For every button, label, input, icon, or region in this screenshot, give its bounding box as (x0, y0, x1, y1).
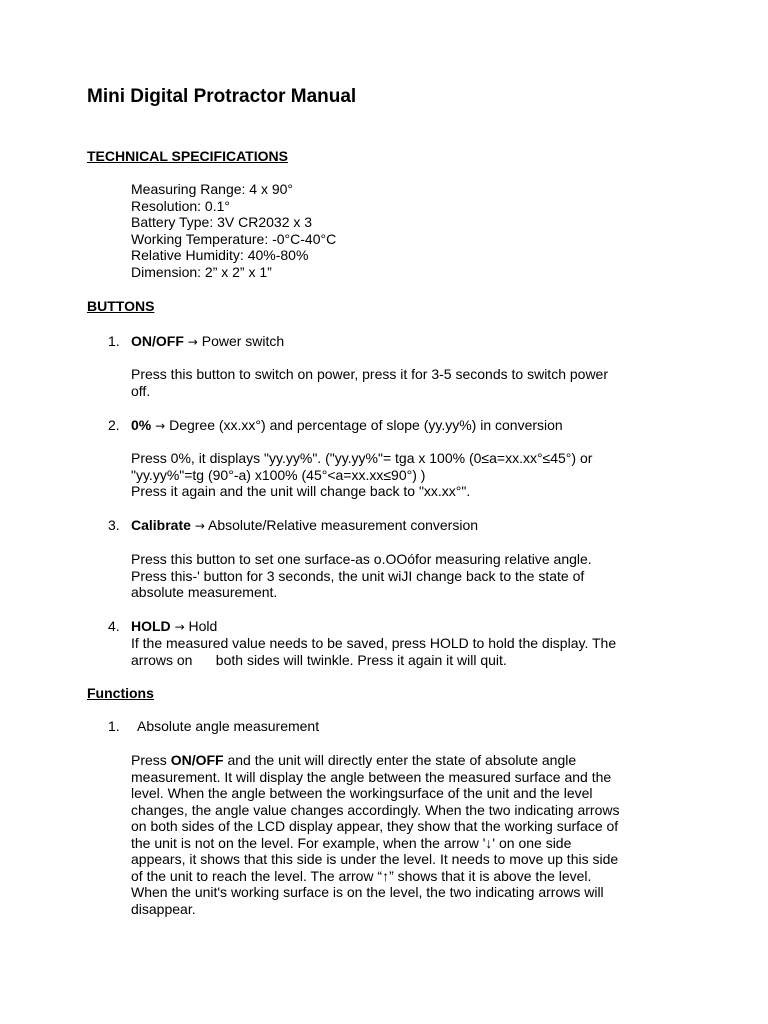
function-item-label: Absolute angle measurement (137, 718, 320, 734)
button-item-calibrate (131, 517, 478, 535)
body-line: arrows on both sides will twinkle. Press it again it will quit. (131, 651, 507, 668)
function-item-number: 1. (108, 718, 120, 734)
buttons-heading: BUTTONS (87, 298, 155, 314)
body-line: absolute measurement. (131, 584, 278, 600)
body-bold-text: ON/OFF (170, 752, 224, 768)
button-body-zero-percent (131, 450, 691, 500)
body-line: Press this button to switch on power, press it for 3-5 seconds to switch power (131, 366, 608, 382)
spec-dimension: Dimension: 2” x 2” x 1” (131, 263, 272, 280)
body-line: disappear. (131, 900, 196, 917)
body-line: When the unit's working surface is on the level, the two indicating arrows will (131, 884, 604, 900)
spec-working-temperature: Working Temperature: -0°C-40°C (131, 230, 337, 247)
button-name: ON/OFF (131, 333, 184, 349)
button-item-number: 2. (108, 417, 120, 433)
body-line: the unit is not on the level. For example, when the arrow '↓' on one side (131, 834, 572, 851)
spec-battery-type: Battery Type: 3V CR2032 x 3 (131, 214, 313, 230)
button-desc: Degree (xx.xx°) and percentage of slope (yy.yy%) in conversion (169, 417, 563, 433)
button-desc: Absolute/Relative measurement conversion (208, 517, 479, 533)
body-line: Press it again and the unit will change back to "xx.xx°". (131, 483, 471, 499)
button-desc: Power switch (201, 333, 285, 349)
body-text: and the unit will directly enter the state of absolute angle (223, 752, 577, 768)
arrow-right-icon: → (155, 419, 166, 433)
body-line (131, 752, 691, 769)
body-line: appears, it shows that this side is under the level. It needs to move up this side (131, 851, 619, 867)
specs-list (131, 181, 691, 280)
spec-measuring-range: Measuring Range: 4 x 90° (131, 181, 294, 197)
body-line: "yy.yy%"=tg (90°-a) x100% (45°<a=xx.xx≤90°) ) (131, 466, 426, 483)
button-desc: Hold (188, 618, 218, 634)
button-body-onoff (131, 366, 691, 399)
arrow-right-icon: → (194, 519, 205, 533)
button-item-zero-percent (131, 417, 563, 435)
arrow-right-icon: → (187, 335, 198, 349)
button-item-number: 1. (108, 333, 120, 349)
button-name: Calibrate (131, 517, 191, 533)
page-title: Mini Digital Protractor Manual (87, 86, 357, 107)
button-item-hold (131, 618, 217, 636)
button-name: 0% (131, 417, 152, 433)
spec-resolution: Resolution: 0.1° (131, 197, 230, 214)
button-body-hold (131, 635, 691, 668)
arrow-right-icon: → (174, 620, 185, 634)
body-line: of the unit to reach the level. The arrow “↑” shows that it is above the level. (131, 867, 592, 884)
function-body-absolute (131, 752, 691, 917)
body-line: Press 0%, it displays "yy.yy%". ("yy.yy%"= tga x 100% (0≤a=xx.xx°≤45°) or (131, 450, 593, 466)
spec-relative-humidity: Relative Humidity: 40%-80% (131, 247, 309, 263)
body-line: measurement. It will display the angle between the measured surface and the (131, 768, 612, 785)
body-line: changes, the angle value changes accordingly. When the two indicating arrows (131, 801, 620, 818)
body-line: level. When the angle between the workingsurface of the unit and the level (131, 785, 593, 801)
button-body-calibrate (131, 551, 691, 601)
body-line: If the measured value needs to be saved, press HOLD to hold the display. The (131, 635, 617, 651)
button-name: HOLD (131, 618, 171, 634)
button-item-onoff (131, 333, 284, 351)
specs-heading: TECHNICAL SPECIFICATIONS (87, 148, 288, 164)
functions-heading: Functions (87, 685, 154, 701)
body-text: Press (131, 752, 171, 768)
body-line: Press this button to set one surface-as o.OOófor measuring relative angle. (131, 551, 592, 567)
body-line: on both sides of the LCD display appear, they show that the working surface of (131, 818, 619, 834)
button-item-number: 3. (108, 517, 120, 533)
button-item-number: 4. (108, 618, 120, 634)
body-line: Press this-' button for 3 seconds, the unit wiJI change back to the state of (131, 567, 585, 584)
body-line: off. (131, 382, 151, 399)
